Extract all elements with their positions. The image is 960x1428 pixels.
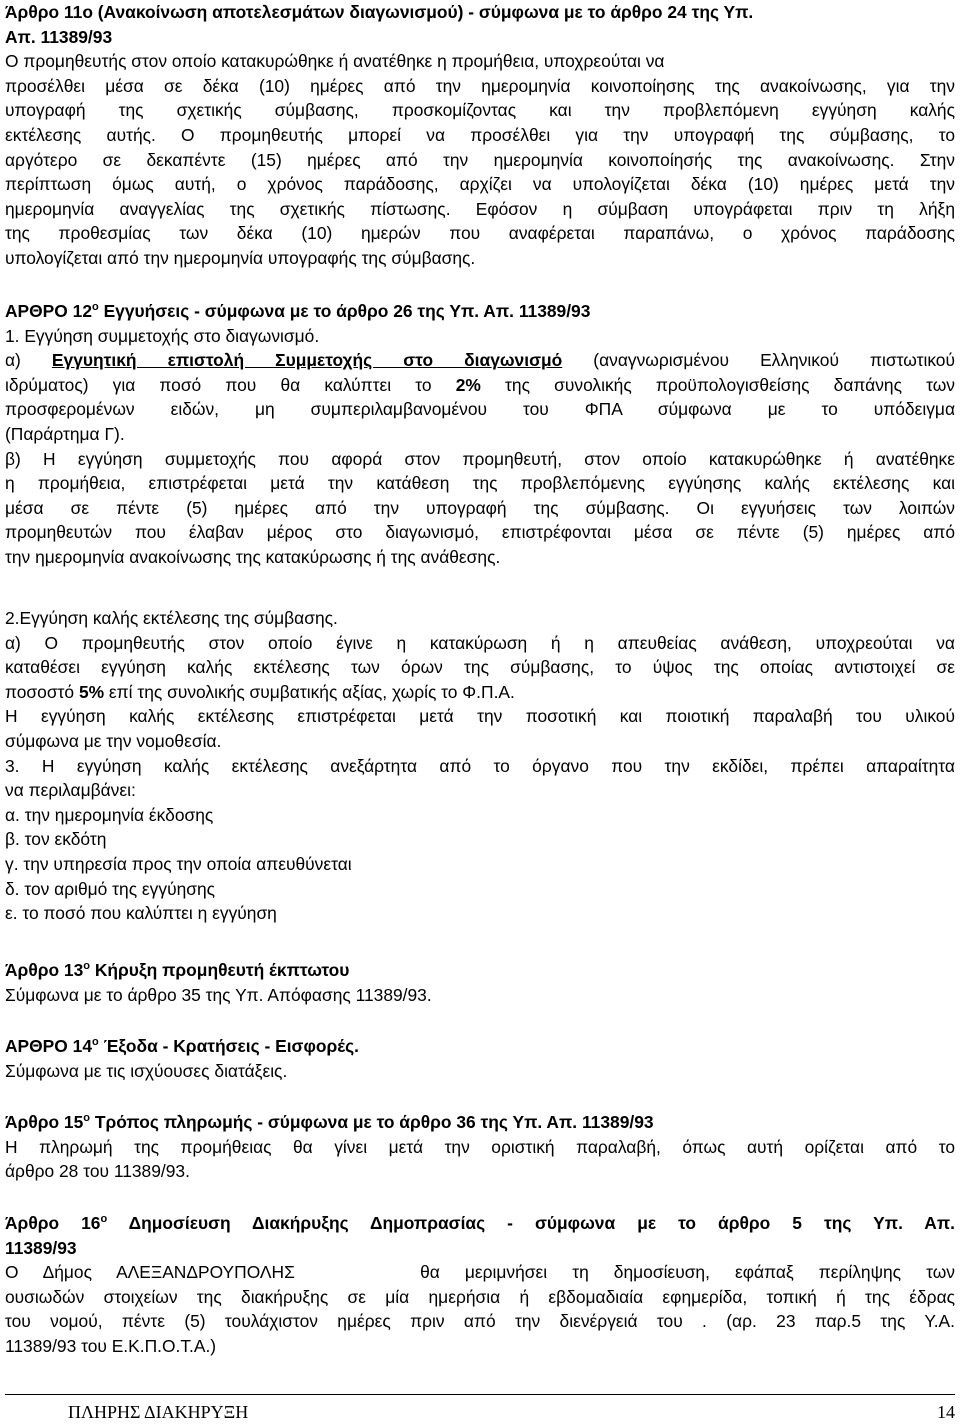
article-13-body: Σύμφωνα με το άρθρο 35 της Υπ. Απόφασης 11389/93.	[5, 984, 432, 1005]
article-11-heading-line2: Απ. 11389/93	[5, 26, 113, 47]
item-a-label: α)	[5, 350, 52, 371]
article-12-heading	[5, 299, 955, 324]
article-11-line: υπολογίζεται από την ημερομηνία υπογραφής της σύμβασης.	[5, 247, 476, 268]
article-16-line: ουσιωδών στοιχείων της διακήρυξης σε μία ημερήσια ή εβδομαδιαία εφημερίδα, τοπική ή της έδρας	[5, 1286, 955, 1307]
ordinal-superscript: ο	[100, 1213, 108, 1225]
article-15-line: Η πληρωμή της προμήθειας θα γίνει μετά την οριστική παραλαβή, όπως αυτή ορίζεται από το	[5, 1136, 955, 1157]
guarantee-contents-line: 3. Η εγγύηση καλής εκτέλεσης ανεξάρτητα από το όργανο που την εκδίδει, πρέπει απαραίτητα	[5, 755, 955, 776]
article-15-heading	[5, 1110, 955, 1135]
guarantee-letter-line	[5, 373, 955, 398]
guarantee-percent: 2%	[455, 374, 481, 395]
list-item: α. την ημερομηνία έκδοσης	[5, 804, 214, 825]
list-item: δ. τον αριθμό της εγγύησης	[5, 878, 216, 899]
article-15-heading-number: Άρθρο 15	[5, 1112, 84, 1132]
article-16	[5, 1211, 955, 1359]
guarantee-letter-line: (Παράρτημα Γ).	[5, 423, 125, 444]
article-11	[5, 0, 955, 271]
performance-guarantee-line: καταθέσει εγγύηση καλής εκτέλεσης των όρων της σύμβασης, το ύψος της οποίας αντιστοιχεί σε	[5, 657, 955, 678]
article-11-line: εκτέλεσης αυτής. Ο προμηθευτής μπορεί να προσέλθει για την υπογραφή της σύμβασης, το	[5, 124, 955, 145]
guarantee-letter-line	[5, 348, 955, 373]
page-footer	[0, 1394, 960, 1428]
article-16-line: 11389/93 του Ε.Κ.Π.Ο.Τ.Α.)	[5, 1335, 217, 1356]
article-11-line: αργότερο σε δεκαπέντε (15) ημέρες από την ημερομηνία κοινοποίησής της ανακοίνωσης. Στην	[5, 149, 955, 170]
article-13-heading-title: Κήρυξη προμηθευτή έκπτωτου	[90, 960, 350, 980]
list-item: β. τον εκδότη	[5, 829, 107, 850]
guarantee-letter-line: προσφερομένων ειδών, μη συμπεριλαμβανομένου του ΦΠΑ σύμφωνα με το υπόδειγμα	[5, 399, 955, 420]
article-11-line: υπογραφή της σχετικής σύμβασης, προσκομίζοντας και την προβλεπόμενη εγγύηση καλής	[5, 100, 955, 121]
guarantee-percent-pre: ιδρύματος) για ποσό που θα καλύπτει το	[5, 374, 456, 395]
participation-guarantee-heading: 1. Εγγύηση συμμετοχής στο διαγωνισμό.	[5, 325, 320, 346]
performance-guarantee-heading: 2.Εγγύηση καλής εκτέλεσης της σύμβασης.	[5, 608, 338, 628]
article-16-line: του νομού, πέντε (5) τουλάχιστον ημέρες πριν από την διενέργειά του . (αρ. 23 παρ.5 της Υ.Α.	[5, 1311, 955, 1332]
article-14-heading	[5, 1034, 955, 1059]
return-guarantee-line: η προμήθεια, επιστρέφεται μετά την κατάθεση της προβλεπόμενης εγγύησης καλής εκτέλεσης και	[5, 473, 955, 494]
article-13	[5, 958, 955, 1007]
article-11-line: προσέλθει μέσα σε δέκα (10) ημέρες από την ημερομηνία κοινοποίησης της ανακοίνωσης, για την	[5, 75, 955, 96]
article-11-line: Ο προμηθευτής στον οποίο κατακυρώθηκε ή ανατέθηκε η προμήθεια, υποχρεούται να	[5, 51, 665, 72]
article-16-heading-number: Άρθρο 16	[5, 1213, 101, 1233]
performance-guarantee-percent-line	[5, 680, 955, 705]
return-guarantee-line: την ημερομηνία ανακοίνωσης της κατακύρωσης ή της ανάθεσης.	[5, 546, 501, 567]
list-item: γ. την υπηρεσία προς την οποία απευθύνεται	[5, 853, 352, 874]
return-guarantee-line: β) Η εγγύηση συμμετοχής που αφορά στον προμηθευτή, στον οποίο κατακυρώθηκε ή ανατέθηκε	[5, 448, 955, 469]
article-14-heading-number: ΑΡΘΡΟ 14	[5, 1036, 92, 1056]
ordinal-superscript: ο	[83, 960, 91, 972]
performance-return-line: Η εγγύηση καλής εκτέλεσης επιστρέφεται μετά την ποσοτική και ποιοτική παραλαβή του υλικού	[5, 706, 955, 727]
article-15	[5, 1110, 955, 1184]
article-16-heading	[5, 1211, 955, 1236]
article-12-heading-number: ΑΡΘΡΟ 12	[5, 301, 92, 321]
article-16-heading-line2: 11389/93	[5, 1237, 77, 1258]
article-15-heading-title: Τρόπος πληρωμής - σύμφωνα με το άρθρο 36 της Υπ. Απ. 11389/93	[90, 1112, 654, 1132]
article-11-line: περίπτωση όμως αυτή, ο χρόνος παράδοσης, αρχίζει να υπολογίζεται δέκα (10) ημέρες μετά την	[5, 174, 955, 195]
article-14-body: Σύμφωνα με τις ισχύουσες διατάξεις.	[5, 1060, 288, 1081]
ordinal-superscript: ο	[92, 301, 99, 313]
article-14-heading-title: Έξοδα - Κρατήσεις - Εισφορές.	[98, 1036, 359, 1056]
article-12-heading-title: Εγγυήσεις - σύμφωνα με το άρθρο 26 της Υπ. Απ. 11389/93	[98, 301, 591, 321]
guarantee-percent-post: της συνολικής προϋπολογισθείσης δαπάνης των	[480, 374, 955, 395]
article-12	[5, 299, 955, 570]
performance-return-line: σύμφωνα με την νομοθεσία.	[5, 730, 222, 751]
percent-pre: ποσοστό	[5, 681, 79, 702]
performance-percent: 5%	[78, 681, 105, 702]
footer-divider	[5, 1394, 955, 1395]
article-14	[5, 1034, 955, 1083]
guarantee-contents-line: να περιλαμβάνει:	[5, 780, 136, 801]
article-15-line: άρθρο 28 του 11389/93.	[5, 1161, 190, 1182]
ordinal-superscript: ο	[92, 1036, 99, 1048]
footer-document-title: ΠΛΗΡΗΣ ΔΙΑΚΗΡΥΞΗ	[68, 1402, 249, 1422]
list-item: ε. το ποσό που καλύπτει η εγγύηση	[5, 903, 277, 924]
return-guarantee-line: προμηθευτών που έλαβαν μέρος στο διαγωνισμό, επιστρέφονται μέσα σε πέντε (5) ημέρες από	[5, 522, 955, 543]
guarantee-letter-bold: Εγγυητική επιστολή Συμμετοχής στο διαγωνισμό	[51, 350, 563, 371]
article-11-line: της προθεσμίας των δέκα (10) ημερών που αναφέρεται παραπάνω, ο χρόνος παράδοσης	[5, 223, 955, 244]
article-16-heading-title: Δημοσίευση Διακήρυξης Δημοπρασίας - σύμφωνα με το άρθρο 5 της Υπ. Απ.	[107, 1213, 955, 1233]
article-13-heading	[5, 958, 955, 983]
article-13-heading-number: Άρθρο 13	[5, 960, 84, 980]
performance-guarantee-line: α) Ο προμηθευτής στον οποίο έγινε η κατακύρωση ή η απευθείας ανάθεση, υποχρεούται να	[5, 632, 955, 653]
performance-guarantee	[5, 606, 955, 926]
percent-post: επί της συνολικής συμβατικής αξίας, χωρίς το Φ.Π.Α.	[104, 681, 515, 702]
article-11-heading-line1: Άρθρο 11ο (Ανακοίνωση αποτελεσμάτων διαγωνισμού) - σύμφωνα με το άρθρο 24 της Υπ.	[5, 2, 754, 22]
ordinal-superscript: ο	[83, 1112, 91, 1124]
guarantee-letter-rest: (αναγνωρισμένου Ελληνικού πιστωτικού	[562, 350, 955, 371]
return-guarantee-line: μέσα σε πέντε (5) ημέρες από την υπογραφή της σύμβασης. Οι εγγυήσεις των λοιπών	[5, 497, 955, 518]
page-number: 14	[937, 1402, 955, 1422]
article-11-line: ημερομηνία αναγγελίας της σχετικής πίστωσης. Εφόσον η σύμβαση υπογράφεται πριν τη λήξη	[5, 198, 955, 219]
article-16-line: Ο Δήμος ΑΛΕΞΑΝΔΡΟΥΠΟΛΗΣ θα μεριμνήσει τη δημοσίευση, εφάπαξ περίληψης των	[5, 1262, 955, 1283]
